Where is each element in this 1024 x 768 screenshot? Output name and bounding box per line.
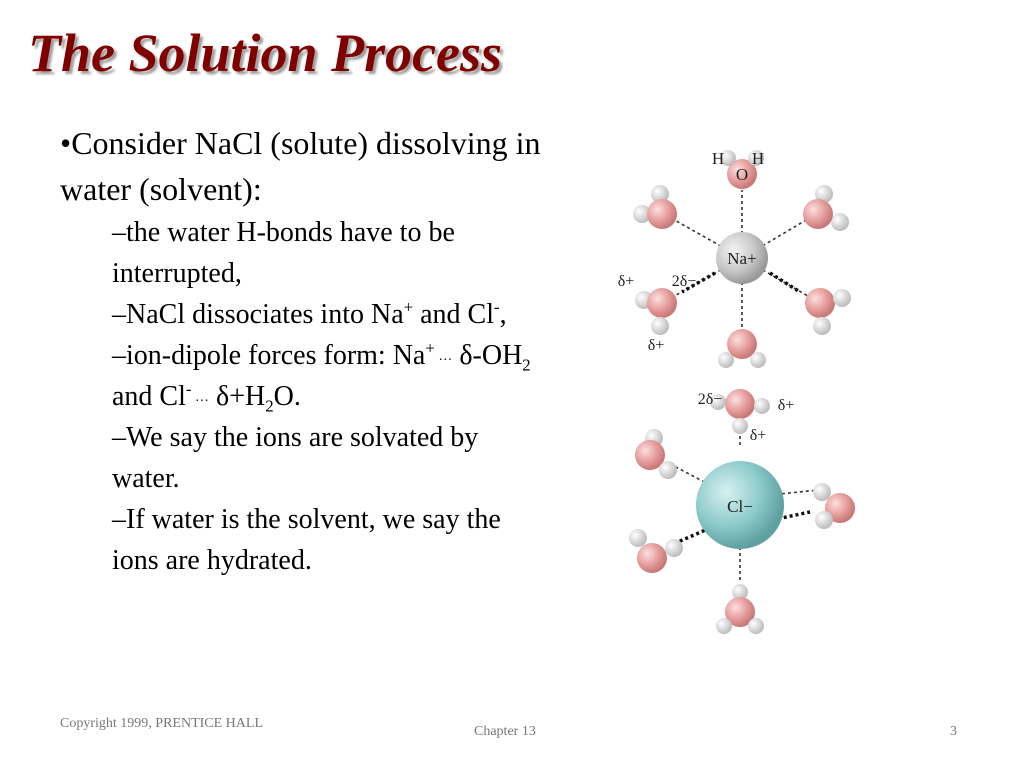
label-h-left: H bbox=[711, 149, 725, 168]
bullet-list bbox=[60, 120, 550, 581]
superscript: + bbox=[425, 338, 435, 358]
label-h-right: H bbox=[751, 149, 765, 168]
text-fragment: O. bbox=[273, 381, 301, 412]
footer-chapter: Chapter 13 bbox=[474, 724, 536, 739]
cl-ion-label: Cl− bbox=[727, 497, 753, 516]
superscript: + bbox=[403, 297, 414, 317]
text-fragment: and Cl bbox=[413, 299, 494, 330]
text-fragment: -OH bbox=[472, 340, 523, 371]
subscript: 2 bbox=[265, 396, 274, 416]
label-delta-plus: δ+ bbox=[749, 427, 767, 444]
delta-symbol: δ bbox=[208, 381, 230, 412]
text-fragment: and Cl bbox=[112, 381, 186, 412]
sub-bullet-solvated: –We say the ions are solvated by water. bbox=[112, 422, 479, 494]
sub-bullet-hbonds: –the water H-bonds have to be interrupted, bbox=[112, 217, 455, 289]
label-delta-plus: δ+ bbox=[617, 273, 635, 290]
subscript: 2 bbox=[522, 355, 531, 375]
label-delta-plus: δ+ bbox=[777, 397, 795, 414]
footer-page-number: 3 bbox=[950, 724, 957, 739]
sub-bullet-dissociates bbox=[112, 294, 550, 335]
dots: ··· bbox=[191, 394, 209, 409]
slide-title: The Solution Process bbox=[28, 23, 503, 83]
na-ion-label: Na+ bbox=[727, 249, 757, 268]
label-two-delta-minus: 2δ− bbox=[697, 391, 723, 408]
sub-bullet-ion-dipole bbox=[112, 335, 550, 417]
dots: ··· bbox=[434, 353, 453, 368]
superscript: - bbox=[185, 379, 192, 399]
footer-copyright: Copyright 1999, PRENTICE HALL bbox=[60, 716, 263, 731]
label-o: O bbox=[735, 165, 749, 184]
text-fragment: +H bbox=[229, 381, 266, 412]
label-two-delta-minus: 2δ− bbox=[671, 273, 697, 290]
text-fragment: –ion-dipole forces form: Na bbox=[112, 340, 426, 371]
text-fragment: , bbox=[499, 299, 507, 330]
text-fragment: –NaCl dissociates into Na bbox=[112, 299, 404, 330]
hydration-figure bbox=[600, 140, 870, 640]
delta-symbol: δ bbox=[452, 340, 473, 371]
label-delta-plus: δ+ bbox=[647, 337, 665, 354]
bullet-consider-nacl: •Consider NaCl (solute) dissolving in water (solvent): bbox=[60, 125, 541, 207]
superscript: - bbox=[493, 297, 500, 317]
sub-bullet-hydrated: –If water is the solvent, we say the ions are hydrated. bbox=[112, 504, 501, 576]
